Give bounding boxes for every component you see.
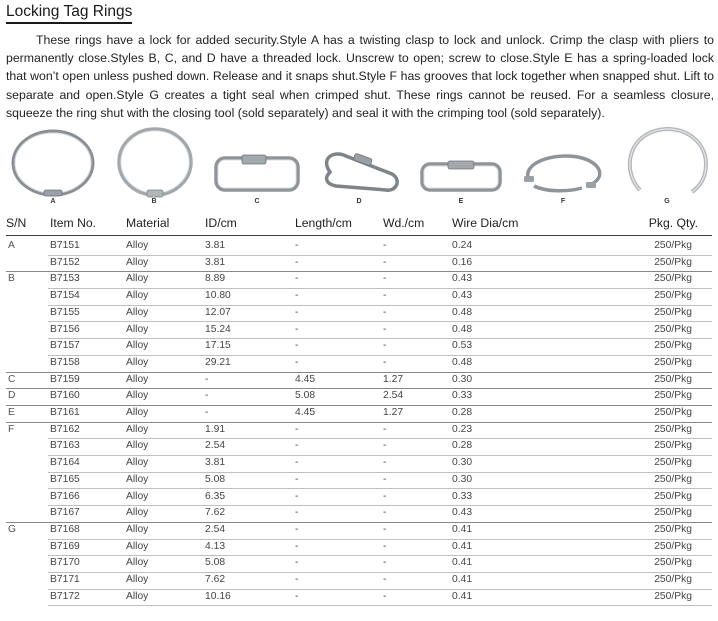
header-material: Material — [126, 216, 170, 230]
cell-sn: E — [8, 407, 15, 418]
header-length: Length/cm — [295, 216, 352, 230]
cell-item: B7155 — [50, 306, 80, 318]
cell-material: Alloy — [126, 323, 149, 335]
table-row — [0, 473, 718, 490]
description-text: These rings have a lock for added security.Style A has a twisting clasp to lock and unlock. Crimp the clasp with pliers to permanently close.Styles B, C, and D have a threaded lock. Unscrew to open; screw to close.Style E has a spring-loaded lock that won’t open unless pushed down. Release and it snaps shut.Style F has grooves that lock together when snapped shut. Lift to separate and open.Style G creates a tight seal when crimped shut. These rings cannot be reused. For a seamless closure, squeeze the ring shut with the closing tool (sold separately) and seal it with the crimping tool (sold separately). — [6, 33, 714, 120]
cell-material: Alloy — [126, 490, 149, 502]
cell-item: B7158 — [50, 356, 80, 368]
product-figures — [0, 124, 718, 210]
cell-length: - — [295, 306, 299, 318]
table-row — [0, 289, 718, 306]
ring-e-icon — [418, 160, 504, 194]
cell-item: B7164 — [50, 457, 80, 469]
cell-id: - — [205, 373, 209, 385]
ring-f-icon — [520, 150, 606, 194]
cell-material: Alloy — [126, 507, 149, 519]
header-wire: Wire Dia/cm — [452, 216, 519, 230]
cell-wire: 0.41 — [452, 523, 473, 535]
ring-g-icon — [622, 124, 712, 200]
cell-id: 5.08 — [205, 473, 226, 485]
title-underline — [6, 22, 132, 24]
cell-item: B7168 — [50, 523, 80, 535]
cell-material: Alloy — [126, 373, 149, 385]
figure-label-g: G — [664, 198, 670, 205]
cell-wd: - — [383, 457, 387, 469]
cell-sn: C — [8, 373, 16, 385]
cell-wd: - — [383, 423, 387, 435]
cell-item: B7153 — [50, 273, 80, 285]
table-row — [0, 540, 718, 557]
cell-item: B7170 — [50, 557, 80, 569]
cell-item: B7162 — [50, 423, 80, 435]
header-sn: S/N — [6, 216, 27, 230]
cell-wd: - — [383, 540, 387, 552]
cell-wd: - — [383, 440, 387, 452]
cell-id: 7.62 — [205, 507, 226, 519]
cell-wire: 0.30 — [452, 373, 473, 385]
table-row — [0, 256, 718, 273]
cell-wd: - — [383, 340, 387, 352]
cell-pkg: 250/Pkg — [654, 407, 692, 418]
cell-id: 29.21 — [205, 356, 231, 368]
figure-label-f: F — [560, 198, 566, 205]
table-row — [0, 389, 718, 406]
cell-length: - — [295, 507, 299, 519]
cell-pkg: 250/Pkg — [654, 590, 692, 602]
cell-wire: 0.28 — [452, 440, 473, 452]
cell-pkg: 250/Pkg — [654, 457, 692, 469]
figure-label-b: B — [151, 198, 157, 205]
cell-pkg: 250/Pkg — [654, 340, 692, 352]
header-divider — [6, 235, 712, 236]
cell-wire: 0.43 — [452, 290, 473, 302]
cell-wire: 0.16 — [452, 256, 473, 268]
cell-wire: 0.41 — [452, 557, 473, 569]
cell-length: - — [295, 523, 299, 535]
table-row — [0, 556, 718, 573]
table-row — [0, 456, 718, 473]
cell-item: B7169 — [50, 540, 80, 552]
cell-id: 3.81 — [205, 240, 226, 251]
cell-length: - — [295, 290, 299, 302]
cell-length: - — [295, 473, 299, 485]
header-item: Item No. — [50, 216, 97, 230]
cell-pkg: 250/Pkg — [654, 490, 692, 502]
cell-item: B7154 — [50, 290, 80, 302]
cell-item: B7160 — [50, 390, 80, 402]
cell-length: - — [295, 273, 299, 285]
cell-wd: - — [383, 590, 387, 602]
cell-material: Alloy — [126, 590, 149, 602]
cell-material: Alloy — [126, 457, 149, 469]
ring-c-icon — [212, 154, 302, 194]
cell-wire: 0.33 — [452, 490, 473, 502]
cell-item: B7161 — [50, 407, 80, 418]
cell-wd: - — [383, 557, 387, 569]
cell-material: Alloy — [126, 574, 149, 585]
cell-pkg: 250/Pkg — [654, 423, 692, 435]
cell-material: Alloy — [126, 240, 149, 251]
cell-wire: 0.41 — [452, 590, 473, 602]
table-row — [0, 339, 718, 356]
cell-material: Alloy — [126, 390, 149, 402]
cell-wd: - — [383, 273, 387, 285]
cell-pkg: 250/Pkg — [654, 507, 692, 519]
cell-pkg: 250/Pkg — [654, 240, 692, 251]
cell-pkg: 250/Pkg — [654, 273, 692, 285]
cell-wd: - — [383, 290, 387, 302]
cell-material: Alloy — [126, 557, 149, 569]
table-row — [0, 590, 718, 607]
ring-d-icon — [316, 148, 402, 194]
cell-length: - — [295, 256, 299, 268]
cell-wire: 0.33 — [452, 390, 473, 402]
cell-sn: D — [8, 390, 16, 402]
cell-id: - — [205, 407, 209, 418]
cell-pkg: 250/Pkg — [654, 323, 692, 335]
cell-wd: - — [383, 523, 387, 535]
table-row — [0, 323, 718, 340]
cell-id: 1.91 — [205, 423, 226, 435]
cell-wire: 0.23 — [452, 423, 473, 435]
cell-id: - — [205, 390, 209, 402]
cell-item: B7165 — [50, 473, 80, 485]
header-id: ID/cm — [205, 216, 237, 230]
cell-length: 4.45 — [295, 373, 316, 385]
cell-id: 4.13 — [205, 540, 226, 552]
cell-material: Alloy — [126, 473, 149, 485]
cell-id: 17.15 — [205, 340, 231, 352]
cell-material: Alloy — [126, 290, 149, 302]
cell-pkg: 250/Pkg — [654, 557, 692, 569]
cell-wire: 0.48 — [452, 323, 473, 335]
cell-length: - — [295, 356, 299, 368]
cell-id: 2.54 — [205, 440, 226, 452]
cell-length: 4.45 — [295, 407, 316, 418]
cell-material: Alloy — [126, 340, 149, 352]
figure-label-e: E — [458, 198, 464, 205]
cell-material: Alloy — [126, 540, 149, 552]
cell-id: 10.16 — [205, 590, 231, 602]
cell-wire: 0.41 — [452, 540, 473, 552]
cell-material: Alloy — [126, 306, 149, 318]
cell-wd: - — [383, 306, 387, 318]
cell-id: 5.08 — [205, 557, 226, 569]
figure-label-a: A — [50, 198, 56, 205]
cell-wire: 0.41 — [452, 574, 473, 585]
cell-length: - — [295, 323, 299, 335]
cell-material: Alloy — [126, 356, 149, 368]
cell-id: 8.89 — [205, 273, 226, 285]
cell-length: - — [295, 590, 299, 602]
cell-wire: 0.48 — [452, 306, 473, 318]
cell-wd: 1.27 — [383, 407, 404, 418]
table-row — [0, 439, 718, 456]
table-header — [0, 216, 718, 234]
table-row — [0, 506, 718, 523]
figure-label-d: D — [356, 198, 362, 205]
page-title: Locking Tag Rings — [6, 3, 133, 20]
cell-id: 3.81 — [205, 457, 226, 469]
cell-material: Alloy — [126, 440, 149, 452]
cell-item: B7152 — [50, 256, 80, 268]
cell-wire: 0.53 — [452, 340, 473, 352]
cell-sn: B — [8, 273, 15, 285]
cell-wd: - — [383, 240, 387, 251]
cell-wd: - — [383, 507, 387, 519]
cell-item: B7163 — [50, 440, 80, 452]
cell-wire: 0.43 — [452, 507, 473, 519]
cell-length: 5.08 — [295, 390, 316, 402]
cell-length: - — [295, 574, 299, 585]
table-row — [0, 306, 718, 323]
header-wd: Wd./cm — [383, 216, 425, 230]
cell-pkg: 250/Pkg — [654, 473, 692, 485]
cell-material: Alloy — [126, 423, 149, 435]
cell-wire: 0.43 — [452, 273, 473, 285]
cell-wire: 0.30 — [452, 457, 473, 469]
table-row — [0, 490, 718, 507]
cell-wire: 0.30 — [452, 473, 473, 485]
cell-item: B7156 — [50, 323, 80, 335]
cell-wd: - — [383, 256, 387, 268]
cell-id: 10.80 — [205, 290, 231, 302]
cell-pkg: 250/Pkg — [654, 290, 692, 302]
cell-pkg: 250/Pkg — [654, 523, 692, 535]
cell-material: Alloy — [126, 256, 149, 268]
cell-item: B7151 — [50, 240, 80, 251]
cell-id: 3.81 — [205, 256, 226, 268]
cell-wire: 0.48 — [452, 356, 473, 368]
cell-length: - — [295, 340, 299, 352]
cell-wd: 1.27 — [383, 373, 404, 385]
cell-item: B7167 — [50, 507, 80, 519]
cell-pkg: 250/Pkg — [654, 256, 692, 268]
cell-length: - — [295, 490, 299, 502]
cell-length: - — [295, 557, 299, 569]
cell-id: 15.24 — [205, 323, 231, 335]
cell-wd: - — [383, 323, 387, 335]
description — [6, 31, 714, 122]
cell-sn: G — [8, 523, 17, 535]
cell-wd: 2.54 — [383, 390, 404, 402]
cell-pkg: 250/Pkg — [654, 574, 692, 585]
table-row — [0, 523, 718, 540]
table-row — [0, 406, 718, 423]
cell-material: Alloy — [126, 407, 149, 418]
cell-sn: F — [8, 423, 15, 435]
cell-id: 6.35 — [205, 490, 226, 502]
cell-wd: - — [383, 490, 387, 502]
cell-sn: A — [8, 240, 15, 251]
cell-id: 7.62 — [205, 574, 226, 585]
cell-item: B7166 — [50, 490, 80, 502]
cell-id: 2.54 — [205, 523, 226, 535]
cell-material: Alloy — [126, 273, 149, 285]
cell-pkg: 250/Pkg — [654, 440, 692, 452]
ring-a-icon — [8, 128, 98, 200]
table-row — [0, 356, 718, 373]
cell-pkg: 250/Pkg — [654, 540, 692, 552]
cell-item: B7157 — [50, 340, 80, 352]
cell-length: - — [295, 457, 299, 469]
cell-wire: 0.24 — [452, 240, 473, 251]
table-row — [0, 573, 718, 590]
cell-item: B7172 — [50, 590, 80, 602]
table-row — [0, 423, 718, 440]
cell-pkg: 250/Pkg — [654, 356, 692, 368]
cell-length: - — [295, 423, 299, 435]
table-row — [0, 239, 718, 256]
cell-material: Alloy — [126, 523, 149, 535]
header-pkg: Pkg. Qty. — [648, 216, 698, 230]
cell-length: - — [295, 440, 299, 452]
table-row — [0, 272, 718, 289]
cell-wire: 0.28 — [452, 407, 473, 418]
cell-wd: - — [383, 356, 387, 368]
cell-wd: - — [383, 574, 387, 585]
cell-pkg: 250/Pkg — [654, 306, 692, 318]
cell-length: - — [295, 540, 299, 552]
cell-length: - — [295, 240, 299, 251]
table-row — [0, 373, 718, 390]
cell-item: B7159 — [50, 373, 80, 385]
figure-label-c: C — [254, 198, 260, 205]
cell-wd: - — [383, 473, 387, 485]
cell-item: B7171 — [50, 574, 80, 585]
cell-pkg: 250/Pkg — [654, 373, 692, 385]
row-divider — [48, 605, 712, 606]
cell-pkg: 250/Pkg — [654, 390, 692, 402]
ring-b-icon — [114, 126, 196, 200]
cell-id: 12.07 — [205, 306, 231, 318]
